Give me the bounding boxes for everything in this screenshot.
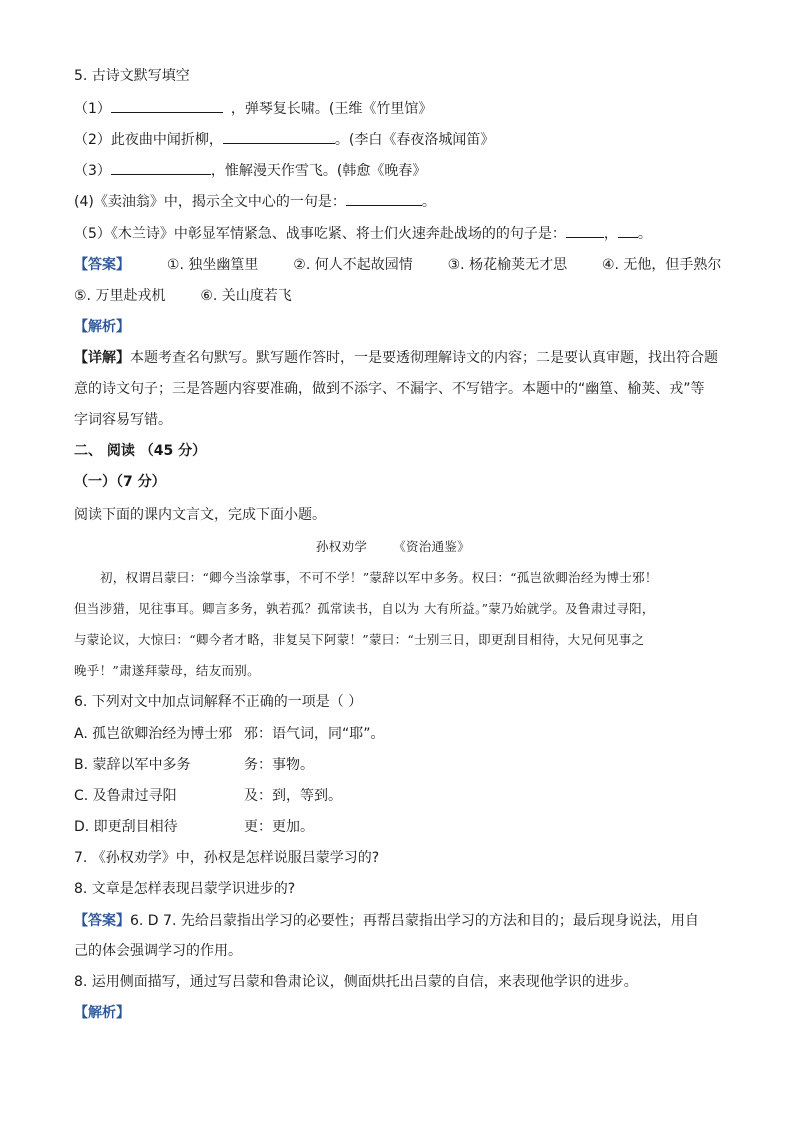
q5-item-4-suffix: 。 (421, 194, 436, 210)
q5-item-1 (74, 98, 432, 119)
q5-item-5-suffix: 。 (637, 226, 652, 242)
q5-answer-6: ⑥. 关山度若飞 (200, 288, 292, 304)
q8-stem: 8. 文章是怎样表现吕蒙学识进步的? (74, 881, 296, 897)
q5-answer-row-1 (74, 255, 721, 275)
q6-option-c-note: 及：到，等到。 (244, 788, 342, 804)
q5-answer-1: ①. 独坐幽篁里 (166, 257, 259, 273)
q5-item-3 (74, 160, 426, 181)
q5-item-1-suffix: ，弹琴复长啸。(王维《竹里馆》 (230, 101, 433, 117)
q5-answer-5: ⑤. 万里赴戎机 (74, 288, 166, 304)
passage-line-1: 初，权谓吕蒙曰：“卿今当涂掌事，不可不学！”蒙辞以军中多务。权曰：“孤岂欲卿治经为博士邪！ (100, 570, 658, 585)
q5-item-3-prefix: （3） (74, 163, 111, 179)
q5-answer-4: ④. 无他，但手熟尔 (601, 257, 722, 273)
section2-answer-label: 【答案】 (74, 913, 130, 929)
passage-line-4: 晚乎！”肃遂拜蒙母，结友而别。 (74, 663, 260, 678)
q6-option-a-text: A. 孤岂欲卿治经为博士邪 (74, 726, 233, 742)
passage-title-row (316, 537, 470, 557)
q5-detail-line-3: 字词容易写错。 (74, 412, 172, 428)
q7-stem: 7. 《孙权劝学》中，孙权是怎样说服吕蒙学习的? (74, 850, 380, 866)
section2-answer-text-1: 6. D 7. 先给吕蒙指出学习的必要性；再帮吕蒙指出学习的方法和目的；最后现身说法，用自 (130, 913, 699, 929)
q5-detail-text-1: 本题考查名句默写。默写题作答时，一是要透彻理解诗文的内容；二是要认真审题，找出符合题 (130, 350, 718, 366)
q5-answer-3: ③. 杨花榆荚无才思 (447, 257, 568, 273)
q6-option-b-text: B. 蒙辞以军中多务 (74, 757, 191, 773)
section2-answer-line-3: 8. 运用侧面描写，通过写吕蒙和鲁肃论议，侧面烘托出吕蒙的自信，来表现他学识的进步。 (74, 974, 638, 990)
section2-analysis-label: 【解析】 (74, 1005, 130, 1021)
section2-heading: 二、 阅读 （45 分） (74, 443, 207, 459)
q5-blank-2[interactable] (223, 129, 335, 144)
q6-option-d-note: 更：更加。 (244, 819, 314, 835)
section2-answer-line-1 (74, 911, 699, 931)
q6-option-d-text: D. 即更刮目相待 (74, 819, 178, 835)
q5-answer-label: 【答案】 (74, 257, 130, 273)
q6-option-a[interactable] (74, 724, 385, 744)
q5-item-2-prefix: （2）此夜曲中闻折柳， (74, 132, 223, 148)
q5-item-2 (74, 129, 494, 150)
q5-blank-1[interactable] (111, 98, 223, 113)
q5-blank-5[interactable] (566, 223, 604, 238)
q6-option-c[interactable] (74, 786, 342, 806)
passage-line-3: 与蒙论议，大惊曰：“卿今者才略，非复吴下阿蒙！”蒙曰：“士别三日，即更刮目相待，大兄何见事之 (74, 632, 645, 647)
q6-option-c-text: C. 及鲁肃过寻阳 (74, 788, 177, 804)
q5-answer-2: ②. 何人不起故园情 (293, 257, 413, 273)
q5-detail-label: 【详解】 (74, 350, 130, 366)
q5-item-3-suffix: ，惟解漫天作雪飞。(韩愈《晚春》 (210, 163, 427, 179)
passage-source: 《资治通鉴》 (393, 539, 471, 554)
section2-answer-line-2: 己的体会强调学习的作用。 (74, 943, 242, 959)
q5-blank-3[interactable] (111, 160, 211, 175)
q5-item-5 (74, 223, 652, 244)
q5-title: 5. 古诗文默写填空 (74, 68, 190, 84)
reading-instruction: 阅读下面的课内文言文，完成下面小题。 (74, 507, 326, 523)
passage-line-2: 但当涉猎，见往事耳。卿言多务，孰若孤？孤常读书，自以为 大有所益。”蒙乃始就学。及鲁肃过寻阳， (74, 601, 655, 616)
q5-blank-4[interactable] (346, 191, 422, 206)
q5-item-4-prefix: (4)《卖油翁》中，揭示全文中心的一句是： (74, 194, 346, 210)
q5-detail-line-2: 意的诗文句子；三是答题内容要准确，做到不添字、不漏字、不写错字。本题中的“幽篁、榆荚、戎”等 (74, 381, 705, 397)
q6-option-b-note: 务：事物。 (244, 757, 314, 773)
q6-stem: 6. 下列对文中加点词解释不正确的一项是（ ） (74, 694, 363, 710)
q5-item-4 (74, 191, 436, 212)
q5-answer-row-2 (74, 286, 292, 306)
q5-item-5-mid: ， (603, 226, 618, 242)
passage-title: 孙权劝学 (316, 539, 368, 554)
q5-item-1-prefix: （1） (74, 101, 111, 117)
section2-subheading: （一）（7 分） (74, 474, 166, 490)
q5-blank-6[interactable] (618, 223, 638, 238)
q6-option-a-note: 邪：语气词，同“耶”。 (244, 726, 385, 742)
q5-detail-line-1 (74, 348, 718, 368)
q5-item-5-prefix: （5）《木兰诗》中彰显军情紧急、战事吃紧、将士们火速奔赴战场的的句子是： (74, 226, 566, 242)
q5-item-2-suffix: 。(李白《春夜洛城闻笛》 (334, 132, 495, 148)
q6-option-d[interactable] (74, 817, 314, 837)
q6-option-b[interactable] (74, 755, 314, 775)
q5-analysis-label: 【解析】 (74, 319, 130, 335)
